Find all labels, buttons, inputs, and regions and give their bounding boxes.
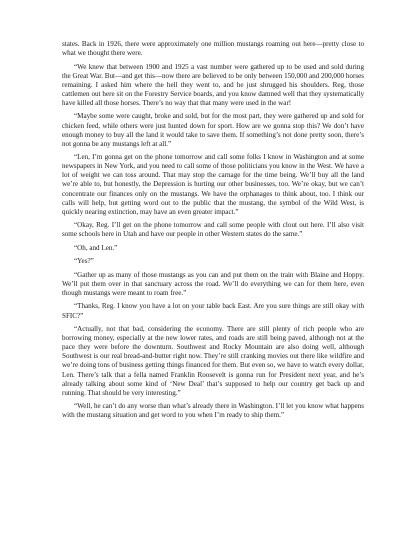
paragraph-9: “Thanks, Reg. I know you have a lot on your table back East. Are you sure things are still okay with SFIC?” <box>62 302 364 320</box>
paragraph-6: “Oh, and Len.” <box>74 243 118 252</box>
paragraph-3: “Maybe some were caught, broke and sold, but for the most part, they were gathered up and sold for chicken feed, while others were just hunted down for sport. How are we gonna stop this? We don’t have enough money to buy all the land it would take to save them. If something’s not done pretty soon, there’s not gonna be any mustangs left at all.” <box>62 112 364 148</box>
paragraph-10: “Actually, not that bad, considering the economy. There are still plenty of rich people who are borrowing money, especially at the new lower rates, and roads are still being paved, although not at the pace they were before the downturn. Southwest and Rocky Mountain are also doing well, although Southwest is our real bread-and-butter right now. They’re still cranking movies out there like wildfire and we’re doing tons of business getting things financed for them. But even so, we have to watch every dollar, Len. There’s talk that a fella named Franklin Roosevelt is gonna run for President next year, and he’s already talking about some kind of ‘New Deal’ that’s supposed to help our country get back up and running. That should be very interesting.” <box>62 325 364 397</box>
book-page <box>62 40 364 425</box>
paragraph-2: “We knew that between 1900 and 1925 a vast number were gathered up to be used and sold during the Great War. But—and get this—now there are believed to be only between 150,000 and 200,000 horses remaining. I asked him where the hell they went to, and he just shrugged his shoulders. Reg, those cattlemen out here sit on the Forestry Service boards, and you know damned well that they systematically have killed all those horses. There’s no way that that many were used in the war! <box>62 62 364 107</box>
paragraph-7: “Yes?” <box>74 257 94 266</box>
paragraph-8: “Gather up as many of those mustangs as you can and put them on the train with Blaine and Hoppy. We’ll put them over in that sanctuary across the road. We’ll do everything we can for them here, even though mustangs were meant to roam free.” <box>62 270 364 297</box>
paragraph-1: states. Back in 1926, there were approximately one million mustangs roaming out here—pretty close to what we thought there were. <box>62 40 364 58</box>
paragraph-11: “Well, he can’t do any worse than what’s already there in Washington. I’ll let you know what happens with the mustang situation and get word to you when I’m ready to ship them.” <box>62 402 364 420</box>
paragraph-4: “Len, I’m gonna get on the phone tomorrow and call some folks I know in Washington and at some newspapers in New York, and you need to call some of those politicians you know in the West. We have a lot of weight we can toss around. That may stop the carnage for the time being. We’ll buy all the land we’re able to, but honestly, the Depression is hurting our other businesses, too. We’re okay, but we can’t concentrate our finances only on the mustangs. We have the orphanages to think about, too. I think our calls will help, but getting word out to the public that the mustang, the symbol of the Wild West, is quickly nearing extinction, may have an even greater impact.” <box>62 153 364 216</box>
paragraph-5: “Okay, Reg. I’ll get on the phone tomorrow and call some people with clout out here. I’ll also visit some schools here in Utah and have our people in other Western states do the same.” <box>62 221 364 239</box>
